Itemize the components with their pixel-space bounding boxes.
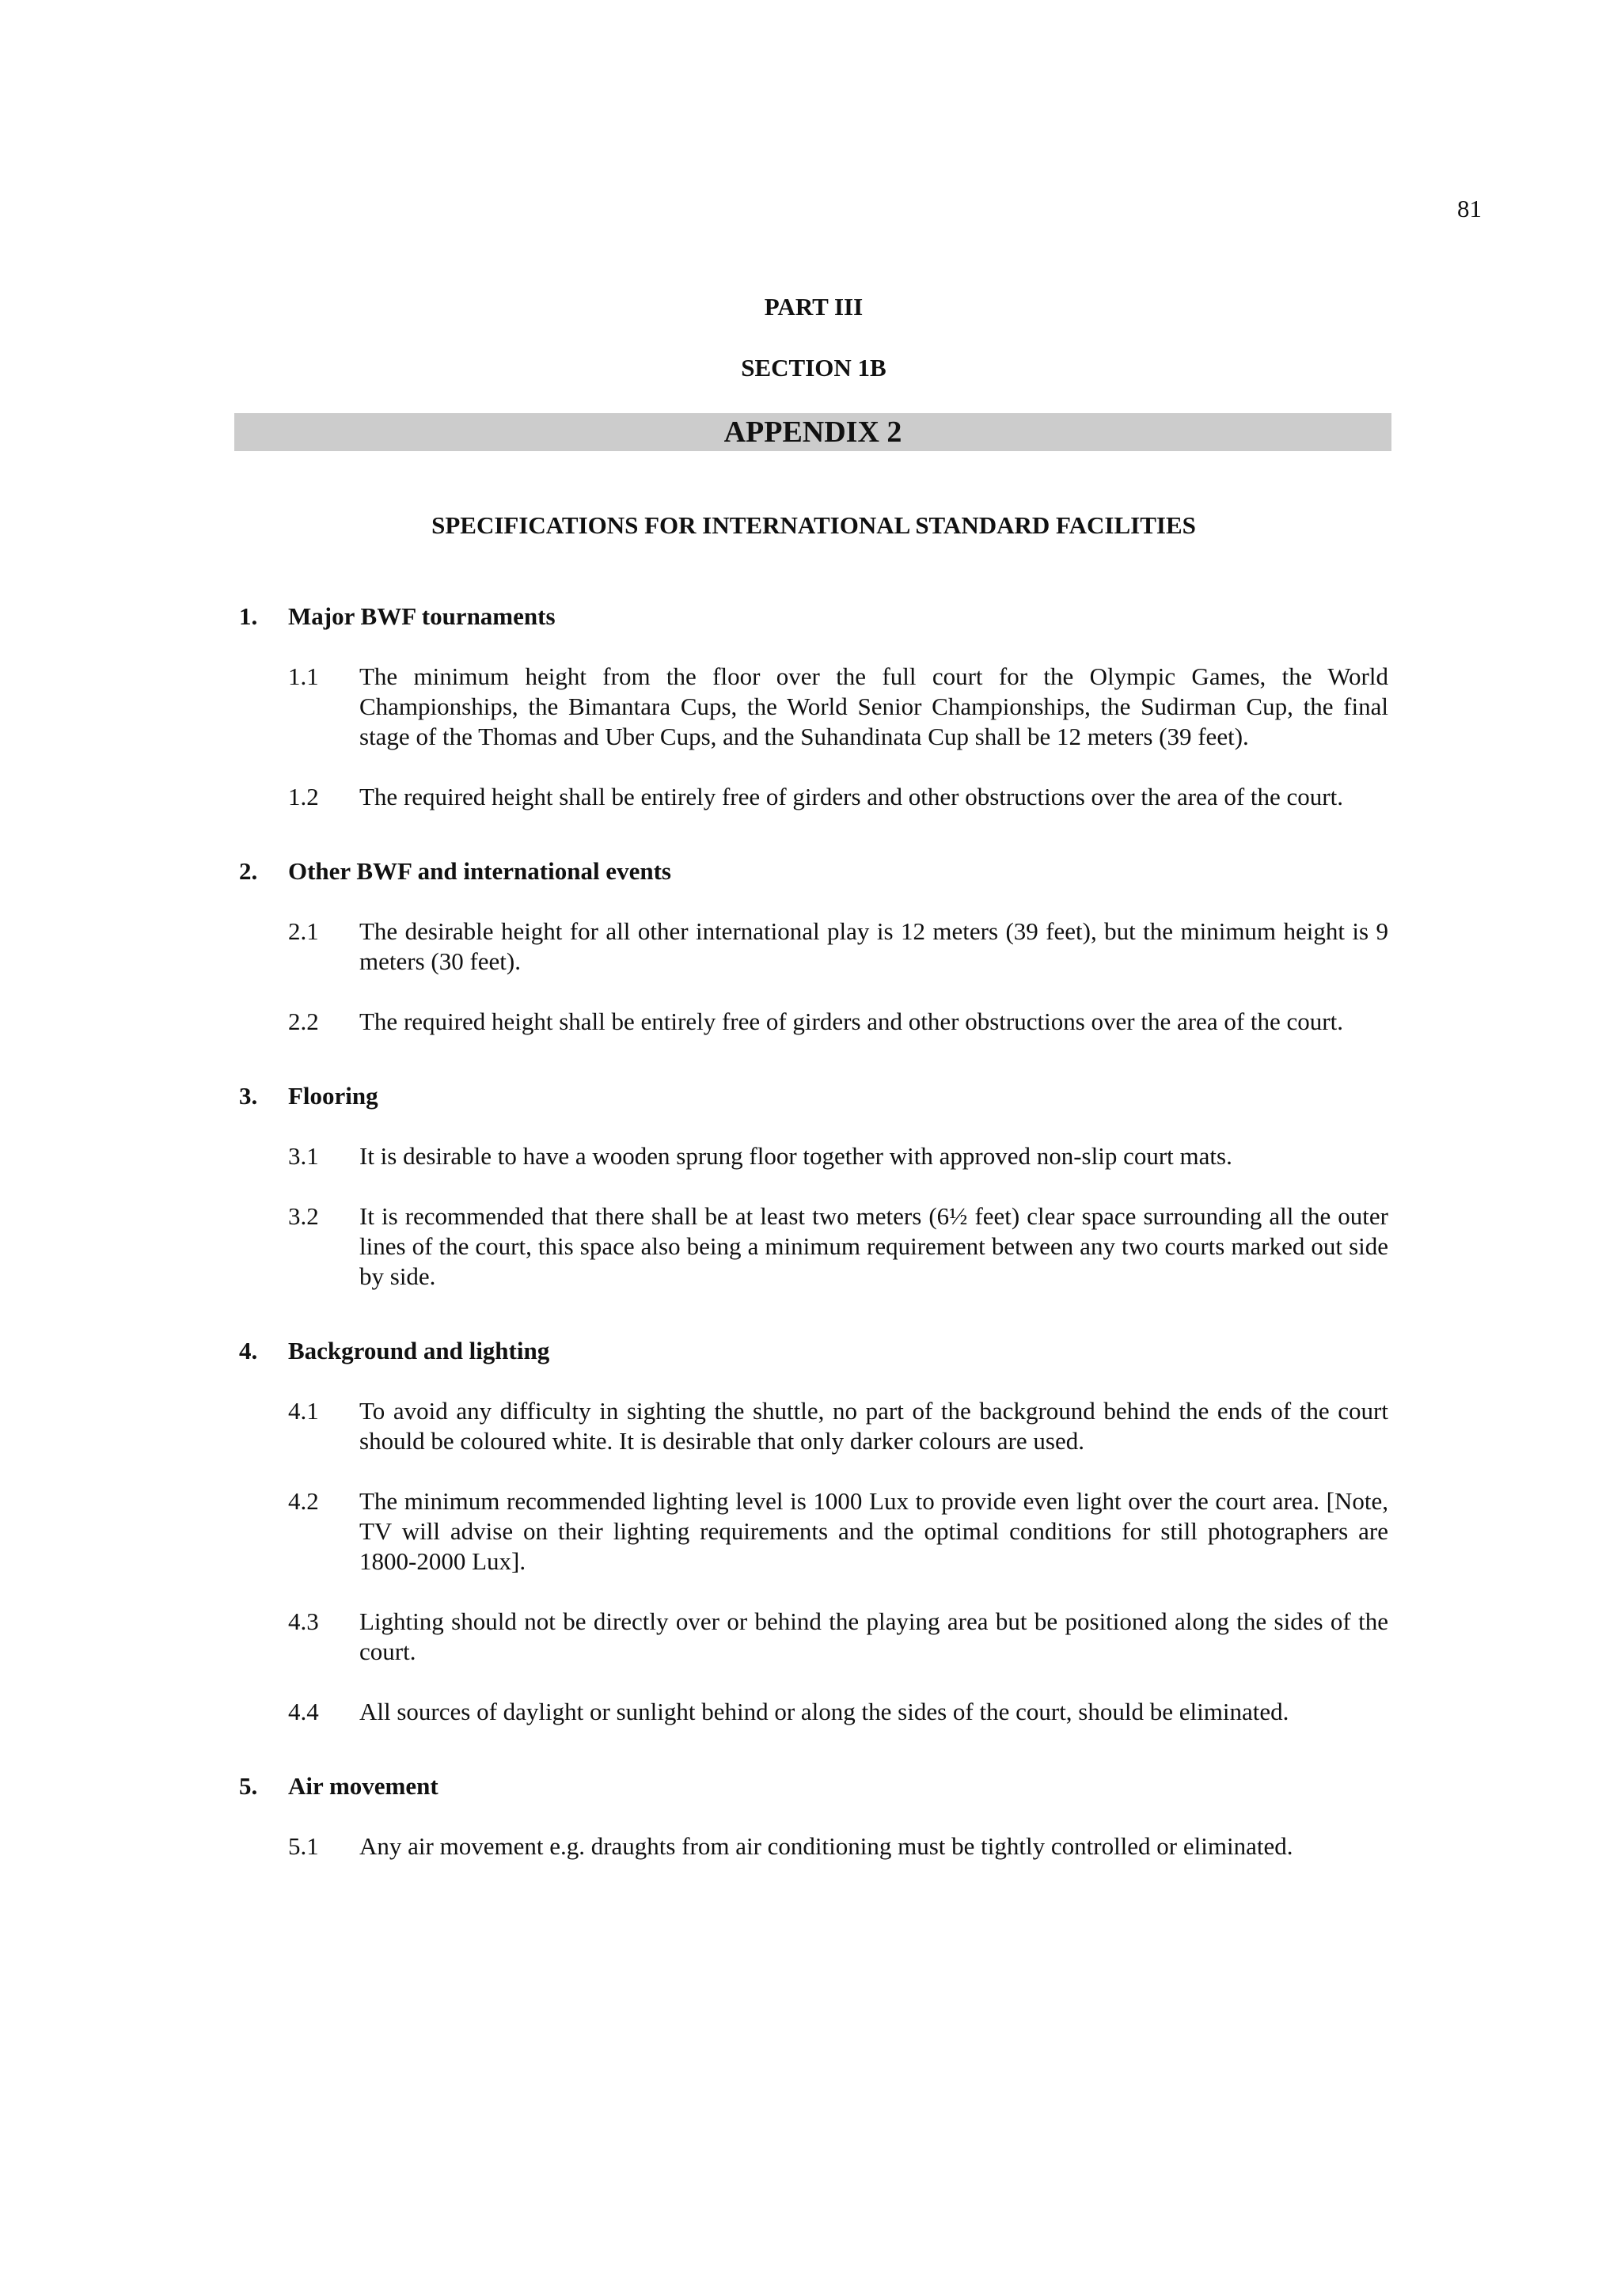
section-heading [239, 1771, 1388, 1801]
list-item [239, 1007, 1388, 1037]
list-item [239, 1201, 1388, 1292]
item-number: 3.1 [288, 1142, 319, 1170]
section-heading-text: Major BWF tournaments [288, 602, 556, 630]
item-number: 2.2 [288, 1008, 319, 1035]
section-heading-text: Other BWF and international events [288, 857, 671, 885]
list-item [239, 662, 1388, 752]
item-text: All sources of daylight or sunlight behind or along the sides of the court, should be eliminated. [359, 1698, 1289, 1725]
item-number: 4.4 [288, 1698, 319, 1725]
appendix-title: APPENDIX 2 [234, 413, 1391, 451]
item-text: The minimum height from the floor over the full court for the Olympic Games, the World Championships, the Bimantara Cups, the World Senior Championships, the Sudirman Cup, the final stage of the Thomas and Uber Cups, and the Suhandinata Cup shall be 12 meters (39 feet). [359, 662, 1388, 750]
section-heading [239, 856, 1388, 886]
section-other-bwf-events [239, 856, 1388, 1037]
section-number: 3. [239, 1082, 258, 1110]
item-text: The desirable height for all other international play is 12 meters (39 feet), but the minimum height is 9 meters (30 feet). [359, 917, 1388, 975]
section-heading [239, 1081, 1388, 1111]
section-heading-text: Flooring [288, 1082, 378, 1110]
list-item [239, 917, 1388, 977]
section-major-bwf-tournaments [239, 602, 1388, 812]
item-number: 4.1 [288, 1397, 319, 1425]
item-number: 1.1 [288, 662, 319, 690]
section-heading [239, 602, 1388, 632]
section-number: 1. [239, 602, 258, 630]
section-air-movement [239, 1771, 1388, 1861]
part-title: PART III [764, 293, 864, 321]
section-heading-text: Air movement [288, 1772, 438, 1800]
item-text: The required height shall be entirely free of girders and other obstructions over the area of the court. [359, 1008, 1343, 1035]
item-text: It is desirable to have a wooden sprung floor together with approved non-slip court mats. [359, 1142, 1232, 1170]
item-number: 2.1 [288, 917, 319, 945]
item-text: Lighting should not be directly over or behind the playing area but be positioned along the sides of the court. [359, 1607, 1388, 1665]
page-number: 81 [1457, 195, 1482, 222]
section-background-and-lighting [239, 1336, 1388, 1727]
list-item [239, 1486, 1388, 1577]
section-heading-text: Background and lighting [288, 1337, 550, 1364]
item-text: The minimum recommended lighting level is 1000 Lux to provide even light over the court area. [Note, TV will advise on their lighting requirements and the optimal conditions for still photographers are 1800-2000 Lux]. [359, 1487, 1388, 1575]
section-number: 4. [239, 1337, 258, 1364]
list-item [239, 1396, 1388, 1456]
list-item [239, 1141, 1388, 1171]
list-item [239, 782, 1388, 812]
section-heading [239, 1336, 1388, 1366]
item-number: 4.2 [288, 1487, 319, 1515]
item-number: 5.1 [288, 1832, 319, 1860]
section-number: 2. [239, 857, 258, 885]
list-item [239, 1831, 1388, 1861]
section-number: 5. [239, 1772, 258, 1800]
list-item [239, 1697, 1388, 1727]
document-body [239, 602, 1388, 1906]
item-text: To avoid any difficulty in sighting the shuttle, no part of the background behind the ends of the court should be coloured white. It is desirable that only darker colours are used. [359, 1397, 1388, 1455]
item-text: It is recommended that there shall be at least two meters (6½ feet) clear space surrounding all the outer lines of the court, this space also being a minimum requirement between any two courts marked out side by side. [359, 1202, 1388, 1290]
item-number: 4.3 [288, 1607, 319, 1635]
list-item [239, 1607, 1388, 1667]
specifications-title: SPECIFICATIONS FOR INTERNATIONAL STANDARD FACILITIES [431, 511, 1196, 539]
item-text: The required height shall be entirely free of girders and other obstructions over the area of the court. [359, 783, 1343, 810]
section-flooring [239, 1081, 1388, 1292]
item-number: 1.2 [288, 783, 319, 810]
item-text: Any air movement e.g. draughts from air conditioning must be tightly controlled or eliminated. [359, 1832, 1293, 1860]
item-number: 3.2 [288, 1202, 319, 1230]
section-title: SECTION 1B [741, 354, 886, 381]
